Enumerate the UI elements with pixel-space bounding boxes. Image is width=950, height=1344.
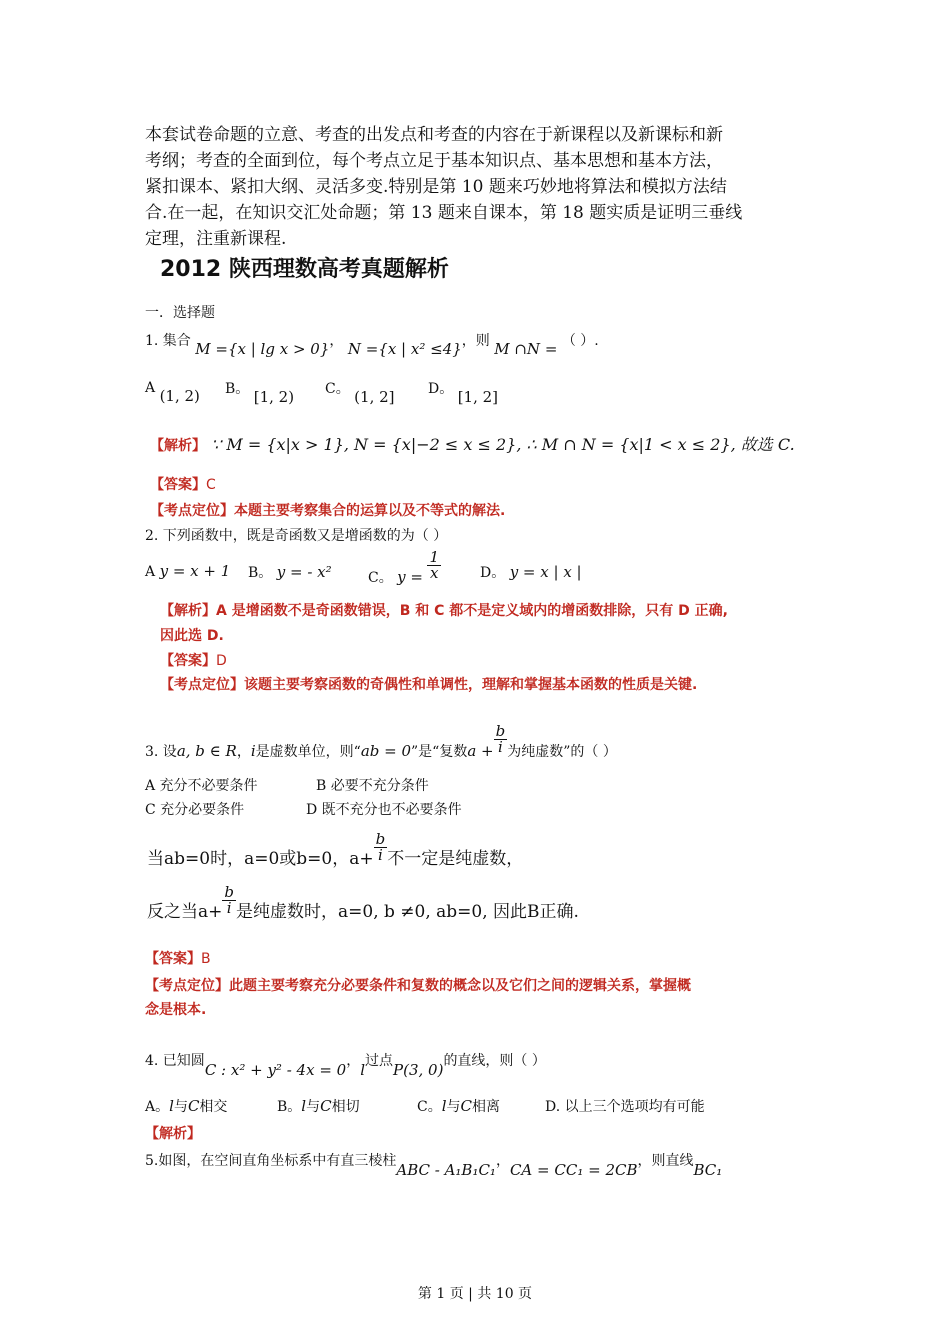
intro-paragraph: [145, 122, 815, 252]
q1-paren: （ ）.: [561, 333, 599, 349]
q5-math: CA = CC₁ = 2CB: [509, 1161, 638, 1179]
q3-answer: [145, 948, 211, 968]
option-text: 与: [173, 1099, 188, 1115]
q2-key-point: [160, 674, 697, 694]
q1-option-a: [145, 378, 200, 405]
solution-text: 反之当a+: [147, 902, 223, 922]
option-letter: A: [145, 380, 156, 396]
q1-answer: [150, 474, 216, 494]
fraction: [374, 832, 388, 863]
q2-option-a: [145, 562, 230, 580]
option-math: C: [320, 1097, 332, 1115]
q3-text: ”是“复数: [411, 743, 468, 760]
q2-analysis-cont: 因此选 D.: [160, 628, 224, 644]
answer-tag: 【答案】: [160, 653, 216, 669]
q4-option-d: D. 以上三个选项均有可能: [545, 1099, 705, 1115]
q3-option-b: B 必要不充分条件: [316, 778, 429, 794]
option-value: y = - x²: [276, 563, 332, 581]
option-math: l: [441, 1097, 447, 1115]
q5-text: ，: [495, 1153, 510, 1169]
option-letter: D。: [428, 381, 454, 397]
fraction-numerator: b: [495, 722, 506, 740]
fraction-denominator: i: [226, 899, 232, 917]
q3-solution-line-2: [147, 883, 579, 922]
q4-analysis-tag: 【解析】: [145, 1126, 201, 1142]
q3-text: 3. 设: [145, 743, 177, 760]
q1-key-point: [150, 500, 505, 520]
option-value: [1, 2): [253, 388, 295, 406]
intro-line: 定理，注重新课程.: [145, 229, 287, 249]
answer-tag: 【答案】: [145, 951, 201, 967]
q1-set-m: M ={x | lg x > 0}: [195, 340, 330, 358]
intro-line: 合.在一起，在知识交汇处命题；第 13 题来自课本，第 18 题实质是证明三垂线: [145, 203, 743, 223]
q2-analysis: [160, 600, 728, 620]
key-point-tag: 【考点定位】: [160, 677, 244, 693]
q3-math: ab = 0: [360, 741, 412, 760]
option-math: l: [169, 1097, 174, 1115]
q3-text: 是虚数单位，则“: [255, 743, 361, 760]
option-value: y = x | x |: [509, 563, 582, 581]
q1-intersection: M ∩N =: [494, 340, 558, 358]
page-footer: 第 1 页 | 共 10 页: [417, 1286, 533, 1302]
option-letter: B。: [248, 565, 273, 581]
q4-option-c: [417, 1096, 500, 1116]
option-letter: C。: [417, 1099, 442, 1115]
option-letter: B。: [225, 381, 250, 397]
intro-line: 考纲；考查的全面到位，每个考点立足于基本知识点、基本思想和基本方法，: [145, 151, 723, 171]
q3-key-point-cont: 念是根本.: [145, 1002, 207, 1018]
q4-math: C : x² + y² - 4x = 0: [204, 1061, 347, 1079]
q1-label: 1. 集合: [145, 333, 191, 349]
solution-text: 是纯虚数时，a=0, b ≠0, ab=0, 因此B正确.: [236, 902, 579, 922]
option-letter: C。: [325, 381, 350, 397]
key-point-text: 此题主要考察充分必要条件和复数的概念以及它们之间的逻辑关系，掌握概: [229, 978, 691, 994]
q2-answer: [160, 650, 227, 670]
q5-math: ABC - A₁B₁C₁: [396, 1161, 496, 1179]
q1-set-n: N ={x | x² ≤4}: [347, 340, 462, 358]
q3-option-a: A 充分不必要条件: [145, 778, 258, 794]
q3-math: i: [250, 741, 256, 760]
key-point-tag: 【考点定位】: [145, 978, 229, 994]
q1-option-d: [428, 378, 499, 406]
intro-line: 本套试卷命题的立意、考查的出发点和考查的内容在于新课程以及新课标和新: [145, 125, 723, 145]
option-letter: A: [145, 564, 156, 580]
fraction-denominator: i: [378, 846, 383, 864]
analysis-text: A 是增函数不是奇函数错误，B 和 C 都不是定义域内的增函数排除，只有 D 正确,: [216, 603, 728, 619]
fraction-denominator: i: [498, 738, 503, 756]
q4-option-a: [145, 1096, 227, 1116]
q2-option-c: [368, 548, 441, 586]
q3-math: a +: [467, 741, 494, 760]
q4-text: 过点: [365, 1053, 394, 1069]
key-point-text: 本题主要考察集合的运算以及不等式的解法.: [234, 503, 506, 519]
section-heading: 一．选择题: [145, 305, 215, 321]
key-point-text: 该题主要考察函数的奇偶性和单调性，理解和掌握基本函数的性质是关键.: [244, 677, 698, 693]
q4-math: l: [360, 1061, 366, 1079]
q3-math: a, b ∈ R: [176, 741, 237, 760]
fraction-denominator: x: [429, 564, 439, 582]
option-text: 与: [306, 1099, 321, 1115]
option-letter: A。: [145, 1099, 170, 1115]
q5-text: 5.如图，在空间直角坐标系中有直三棱柱: [145, 1153, 397, 1169]
q2-option-d: [480, 562, 582, 582]
answer-value: C: [206, 477, 216, 493]
option-text: 相切: [331, 1099, 360, 1115]
q3-option-d: D 既不充分也不必要条件: [306, 802, 462, 818]
analysis-tag: 【解析】: [160, 603, 216, 619]
option-letter: C。: [368, 569, 393, 586]
q4-text: 的直线，则（ ）: [443, 1053, 546, 1069]
q3-option-c: C 充分必要条件: [145, 802, 245, 818]
q3-text: 为纯虚数”的（ ）: [507, 743, 617, 760]
option-value: [1, 2]: [457, 388, 499, 406]
question-3-stem: [145, 722, 617, 760]
fraction-numerator: b: [224, 883, 234, 901]
option-math: C: [187, 1097, 200, 1115]
q4-math: P(3, 0): [393, 1061, 444, 1079]
option-math: l: [301, 1097, 307, 1115]
answer-value: D: [216, 653, 227, 669]
q4-option-b: [277, 1096, 360, 1116]
q3-solution-line-1: [147, 830, 524, 869]
fraction-numerator: 1: [429, 548, 439, 566]
option-text: 相离: [472, 1099, 501, 1115]
fraction: [427, 550, 441, 581]
option-letter: D。: [480, 565, 506, 581]
option-value: (1, 2): [159, 387, 200, 405]
solution-text: 当ab=0时，a=0或b=0，a+: [147, 849, 374, 869]
analysis-tag: 【解析】: [150, 438, 206, 454]
question-5-stem: [145, 1150, 723, 1179]
q1-option-b: [225, 378, 295, 406]
question-1-stem: [145, 330, 599, 358]
question-2-stem: 2. 下列函数中，既是奇函数又是增函数的为（ ）: [145, 528, 448, 544]
q4-text: 4. 已知圆: [145, 1053, 205, 1069]
intro-line: 紧扣课本、紧扣大纲、灵活多变.特别是第 10 题来巧妙地将算法和模拟方法结: [145, 177, 727, 197]
q1-sep: ，则: [461, 333, 490, 349]
key-point-tag: 【考点定位】: [150, 503, 234, 519]
option-text: 相交: [199, 1099, 228, 1115]
q1-option-c: [325, 378, 395, 406]
fraction: [222, 885, 236, 916]
option-letter: B。: [277, 1099, 302, 1115]
q4-text: ，: [346, 1053, 361, 1069]
option-math: C: [460, 1097, 473, 1115]
option-value: (1, 2]: [354, 388, 395, 406]
q5-math: BC₁: [693, 1161, 723, 1179]
q1-analysis: [150, 432, 795, 455]
answer-tag: 【答案】: [150, 477, 206, 493]
answer-value: B: [201, 951, 211, 967]
option-text: 与: [446, 1099, 461, 1115]
question-4-stem: [145, 1050, 546, 1079]
q3-text: ，: [236, 743, 251, 760]
q3-key-point: [145, 975, 691, 995]
q1-sep: ，: [329, 333, 344, 349]
option-value: y =: [397, 567, 423, 586]
page-title: 2012 陕西理数高考真题解析: [160, 257, 449, 282]
solution-text: 不一定是纯虚数，: [387, 849, 524, 869]
fraction: [494, 724, 508, 755]
option-value: y = x + 1: [159, 562, 231, 580]
q5-text: ，则直线: [637, 1153, 694, 1169]
analysis-text: ∵ M = {x|x > 1}, N = {x|−2 ≤ x ≤ 2}, ∴ M ∩ N = {x|1 < x ≤ 2}, 故选 C.: [211, 435, 795, 454]
q2-option-b: [248, 562, 332, 582]
fraction-numerator: b: [375, 830, 386, 848]
